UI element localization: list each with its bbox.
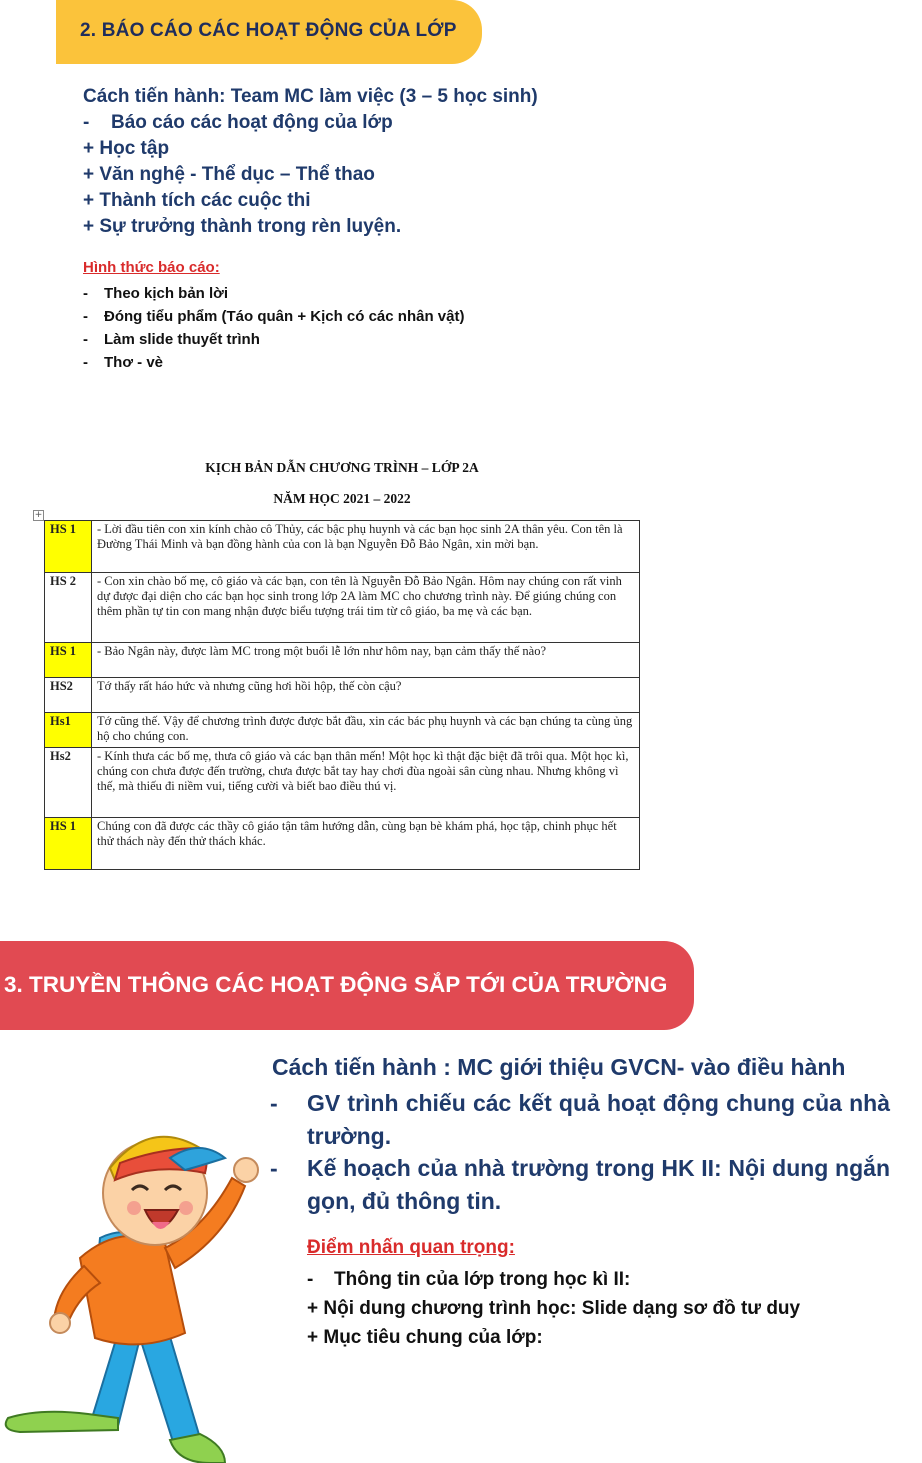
table-row [45, 573, 640, 643]
section3-method: Cách tiến hành : MC giới thiệu GVCN- vào điều hành [272, 1054, 846, 1080]
list-item: - Theo kịch bản lời [83, 285, 229, 302]
speaker-cell: HS 1 [45, 643, 92, 678]
section3-heading: 3. TRUYỀN THÔNG CÁC HOẠT ĐỘNG SẮP TỚI CỦA TRƯỜNG [4, 972, 668, 997]
section2-method: Cách tiến hành: Team MC làm việc (3 – 5 học sinh) [83, 86, 538, 107]
form-list [83, 282, 464, 374]
speaker-cell: HS 1 [45, 818, 92, 870]
script-table [44, 520, 640, 870]
dialogue-cell: - Con xin chào bố mẹ, cô giáo và các bạn, con tên là Nguyễn Đỗ Bảo Ngân. Hôm nay chúng con rất vinh dự được đại diện cho các bạn học sinh trong lớp 2A làm MC cho chương trình này. Để giúng chúng con thêm phần tự tin con mang nhận được biểu tượng trái tim từ cô giáo, ba mẹ và các bạn. [92, 573, 640, 643]
dialogue-cell: Tớ cũng thế. Vậy để chương trình được được bắt đầu, xin các bác phụ huynh và các bạn chúng ta cùng ủng hộ cho chúng con. [92, 713, 640, 748]
plus-item: + Học tập [83, 138, 170, 159]
table-row [45, 678, 640, 713]
list-item-text: Thông tin của lớp trong học kì II: [334, 1269, 631, 1290]
dialogue-cell: Tớ thấy rất háo hức và nhưng cũng hơi hồi hộp, thế còn cậu? [92, 678, 640, 713]
dialogue-cell: - Lời đầu tiên con xin kính chào cô Thủy, các bậc phụ huynh và các bạn học sinh 2A thân yêu. Con tên là Đường Thái Minh và bạn đồng hành của con là bạn Nguyễn Đỗ Bảo Ngân, xin mời bạn. [92, 521, 640, 573]
section2-content [83, 84, 538, 240]
list-item: - Đóng tiểu phẩm (Táo quân + Kịch có các nhân vật) [83, 308, 465, 325]
speaker-cell: HS 1 [45, 521, 92, 573]
dialogue-cell: Chúng con đã được các thầy cô giáo tận tâm hướng dẫn, cùng bạn bè khám phá, học tập, chinh phục hết thử thách này đến thử thách khác. [92, 818, 640, 870]
section2-report-item: - Báo cáo các hoạt động của lớp [83, 112, 393, 133]
script-title: KỊCH BẢN DẪN CHƯƠNG TRÌNH – LỚP 2A [205, 460, 479, 475]
dash-marker: - [270, 1090, 278, 1116]
dialogue-cell: - Kính thưa các bố mẹ, thưa cô giáo và các bạn thân mến! Một học kì thật đặc biệt đã trôi qua. Một học kì, chúng con chưa được đến trường, chưa được bắt tay hay chơi đùa ngoài sân cùng nhau. Nhưng không vì thế, mà thiếu đi niềm vui, tiếng cười và biết bao điều thú vị. [92, 748, 640, 818]
table-move-handle-icon[interactable]: + [34, 510, 43, 520]
list-item-text: Đóng tiểu phẩm (Táo quân + Kịch có các nhân vật) [104, 308, 465, 325]
speaker-cell: Hs1 [45, 713, 92, 748]
speaker-cell: HS2 [45, 678, 92, 713]
plus-item: + Sự trưởng thành trong rèn luyện. [83, 216, 402, 237]
table-row [45, 521, 640, 573]
form-title: Hình thức báo cáo: [83, 259, 220, 276]
plus-item: + Văn nghệ - Thể dục – Thể thao [83, 164, 375, 185]
focus-list [307, 1265, 800, 1352]
section3-item: Kế hoạch của nhà trường trong HK II: Nội dung ngắn gọn, đủ thông tin. [307, 1155, 890, 1214]
list-item: + Mục tiêu chung của lớp: [307, 1327, 543, 1348]
list-item: - Làm slide thuyết trình [83, 331, 260, 348]
speaker-cell: Hs2 [45, 748, 92, 818]
list-item-text: Làm slide thuyết trình [104, 331, 260, 348]
script-year: NĂM HỌC 2021 – 2022 [273, 491, 411, 506]
list-item-text: Theo kịch bản lời [104, 285, 229, 302]
table-row [45, 643, 640, 678]
table-row [45, 748, 640, 818]
dash-marker: - [270, 1155, 278, 1181]
speaker-cell: HS 2 [45, 573, 92, 643]
section3-item: GV trình chiếu các kết quả hoạt động chung của nhà trường. [307, 1090, 890, 1149]
section2-heading: 2. BÁO CÁO CÁC HOẠT ĐỘNG CỦA LỚP [80, 20, 457, 41]
boy-cartoon-illustration [0, 1118, 270, 1463]
plus-item: + Thành tích các cuộc thi [83, 190, 311, 211]
table-row [45, 713, 640, 748]
table-row [45, 818, 640, 870]
report-item-text: Báo cáo các hoạt động của lớp [111, 112, 393, 133]
dialogue-cell: - Bảo Ngân này, được làm MC trong một buổi lễ lớn như hôm nay, bạn cảm thấy thế nào? [92, 643, 640, 678]
list-item-text: Thơ - vè [104, 354, 164, 371]
list-item: + Nội dung chương trình học: Slide dạng sơ đồ tư duy [307, 1298, 801, 1319]
list-item: - Thông tin của lớp trong học kì II: [307, 1269, 631, 1290]
focus-title: Điểm nhấn quan trọng: [307, 1237, 515, 1258]
list-item: - Thơ - vè [83, 354, 164, 371]
